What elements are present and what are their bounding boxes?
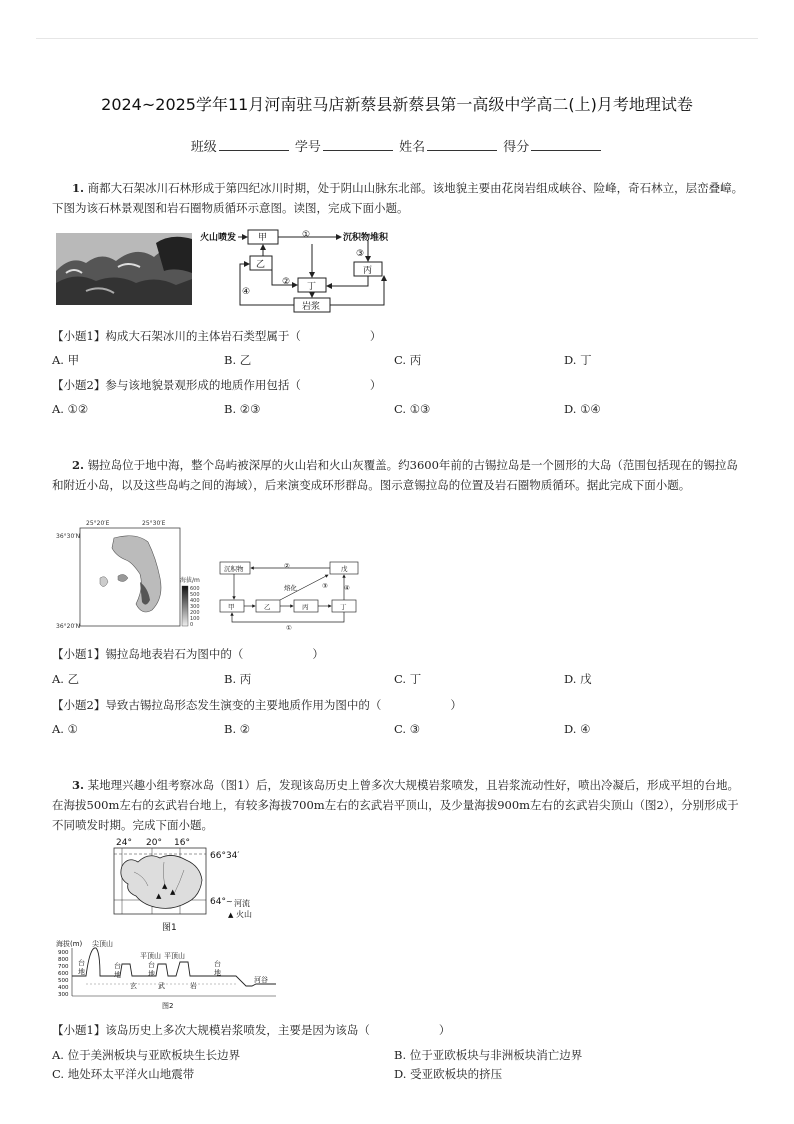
tick: 800 — [58, 957, 69, 963]
label-4: ④ — [344, 584, 350, 592]
question-1 — [52, 178, 748, 218]
id-label: 学号 — [294, 140, 321, 155]
option-a[interactable]: A. 甲 — [52, 353, 80, 367]
tai: 台 — [114, 962, 121, 970]
lat-label: 66°34′ — [210, 851, 240, 861]
option-a[interactable]: A. ① — [52, 722, 78, 736]
option-b[interactable]: B. ② — [224, 722, 251, 736]
label-3: ③ — [356, 249, 365, 259]
option-d[interactable]: D. ④ — [564, 722, 591, 736]
lat-label-1: 36°30′N — [56, 533, 81, 540]
student-info-fields — [0, 136, 794, 155]
di: 地 — [78, 968, 85, 976]
class-blank[interactable] — [219, 137, 289, 151]
label-2: ② — [282, 277, 291, 287]
question-3 — [52, 775, 748, 835]
question-2 — [52, 455, 748, 495]
tick: 600 — [58, 971, 69, 977]
option-b[interactable]: B. ②③ — [224, 402, 261, 416]
lon-label: 20° — [146, 838, 162, 848]
legend-volcano: 火山 — [236, 910, 252, 919]
node-ding: 丁 — [307, 282, 317, 292]
alt-tick: 300 — [190, 604, 200, 610]
option-b[interactable]: B. 乙 — [224, 353, 252, 367]
name-label: 姓名 — [399, 140, 426, 155]
id-blank[interactable] — [323, 137, 393, 151]
peak-label: 尖顶山 — [92, 940, 113, 948]
option-c[interactable]: C. 丙 — [394, 353, 422, 367]
svg-text:▲: ▲ — [156, 892, 162, 900]
node-magma: 岩浆 — [302, 302, 321, 312]
figure-caption: 图2 — [162, 1002, 174, 1010]
q2-sub1-stem: 【小题1】锡拉岛地表岩石为图中的（ ） — [52, 647, 324, 661]
volcano-eruption-label: 火山喷发 — [200, 233, 237, 243]
di: 地 — [114, 971, 121, 979]
tick: 500 — [58, 978, 69, 984]
label-2: ② — [284, 562, 290, 570]
name-blank[interactable] — [427, 137, 497, 151]
q2-sub2-stem: 【小题2】导致古锡拉岛形态发生演变的主要地质作用为图中的（ ） — [52, 698, 462, 712]
profile-fig2 — [56, 938, 296, 1012]
lon-label: 24° — [116, 838, 132, 848]
option-d[interactable]: D. ①④ — [564, 402, 601, 416]
option-a[interactable]: A. 位于美洲板块与亚欧板块生长边界 — [52, 1048, 241, 1062]
option-c[interactable]: C. ③ — [394, 722, 421, 736]
svg-text:~: ~ — [226, 897, 233, 906]
di: 地 — [214, 969, 221, 977]
score-label: 得分 — [503, 140, 530, 155]
option-b[interactable]: B. 丙 — [224, 672, 252, 686]
stone-forest-photo — [56, 233, 192, 305]
node-yi: 乙 — [256, 260, 266, 270]
lon-label-2: 25°30′E — [142, 520, 166, 527]
santorini-map — [56, 518, 212, 634]
node-bing: 丙 — [363, 266, 373, 276]
valley-label: 河谷 — [254, 976, 268, 984]
di: 地 — [148, 970, 155, 978]
label-1: ① — [286, 624, 292, 632]
question-text: 某地理兴趣小组考察冰岛（图1）后，发现该岛历史上曾多次大规模岩浆喷发，且岩浆流动性好，喷出冷凝后，形成平坦的台地。在海拔500m左右的玄武岩台地上，有较多海拔700m左右的玄武岩平顶山，及少量海拔900m左右的玄武岩尖顶山（图2），分别形成于不同喷发时期。完成下面小题。 — [52, 778, 739, 832]
flat-top-label: 平顶山 — [164, 952, 185, 960]
label-3: ③ — [322, 582, 328, 590]
label-4: ④ — [242, 287, 251, 297]
lat-label-2: 36°20′N — [56, 623, 81, 630]
score-blank[interactable] — [531, 137, 601, 151]
alt-tick: 0 — [190, 622, 194, 628]
option-a[interactable]: A. 乙 — [52, 672, 80, 686]
question-number: 1. — [72, 181, 85, 195]
option-d[interactable]: D. 丁 — [564, 353, 592, 367]
flat-top-label: 平顶山 — [140, 952, 161, 960]
node-bing: 丙 — [302, 603, 309, 611]
question-text: 锡拉岛位于地中海，整个岛屿被深厚的火山岩和火山灰覆盖。约3600年前的古锡拉岛是一个圆形的大岛（范围包括现在的锡拉岛和附近小岛，以及这些岛屿之间的海域），后来演变成环形群岛。图示意锡拉岛的位置及岩石圈物质循环。据此完成下面小题。 — [52, 458, 738, 492]
basalt-char: 武 — [158, 982, 165, 990]
alt-tick: 100 — [190, 616, 200, 622]
option-c[interactable]: C. 地处环太平洋火山地震带 — [52, 1067, 195, 1081]
question-text: 商都大石架冰川石林形成于第四纪冰川时期，处于阴山山脉东北部。该地貌主要由花岗岩组成峡谷、险峰，奇石林立，层峦叠嶂。下图为该石林景观图和岩石圈物质循环示意图。读图，完成下面小题。 — [52, 181, 744, 215]
option-a[interactable]: A. ①② — [52, 402, 89, 416]
option-b[interactable]: B. 位于亚欧板块与非洲板块消亡边界 — [394, 1048, 583, 1062]
tick: 900 — [58, 950, 69, 956]
top-divider — [36, 38, 758, 39]
q1-sub1-stem: 【小题1】构成大石架冰川的主体岩石类型属于（ ） — [52, 329, 382, 343]
lon-label-1: 25°20′E — [86, 520, 110, 527]
svg-text:▲: ▲ — [228, 911, 234, 919]
alt-tick: 400 — [190, 598, 200, 604]
node-wu: 戊 — [341, 565, 348, 573]
basalt-char: 玄 — [130, 982, 137, 990]
alt-tick: 600 — [190, 586, 200, 592]
tai: 台 — [78, 959, 85, 967]
tai: 台 — [214, 960, 221, 968]
figure-caption: 图1 — [162, 923, 177, 932]
y-axis-label: 海拔(m) — [56, 940, 83, 948]
tick: 300 — [58, 992, 69, 998]
node-jia: 甲 — [228, 603, 235, 611]
node-ding: 丁 — [340, 603, 347, 611]
lat-label: 64° — [210, 897, 226, 907]
basalt-char: 岩 — [190, 982, 197, 990]
alt-tick: 200 — [190, 610, 200, 616]
alt-tick: 500 — [190, 592, 200, 598]
class-label: 班级 — [190, 140, 217, 155]
node-jia: 甲 — [258, 233, 268, 243]
svg-text:▲: ▲ — [162, 882, 168, 890]
rock-cycle-diagram-2 — [218, 558, 364, 632]
tick: 400 — [58, 985, 69, 991]
sediment-label: 沉积物堆积 — [343, 233, 389, 243]
lon-label: 16° — [174, 838, 190, 848]
option-d[interactable]: D. 受亚欧板块的挤压 — [394, 1067, 503, 1081]
option-d[interactable]: D. 戊 — [564, 672, 592, 686]
iceland-map-fig1 — [104, 836, 274, 932]
page-title: 2024~2025学年11月河南驻马店新蔡县新蔡县第一高级中学高二(上)月考地理试卷 — [101, 95, 693, 114]
legend-river: 河流 — [234, 899, 250, 908]
q3-sub1-stem: 【小题1】该岛历史上多次大规模岩浆喷发，主要是因为该岛（ ） — [52, 1023, 451, 1037]
option-c[interactable]: C. 丁 — [394, 672, 422, 686]
svg-text:▲: ▲ — [170, 888, 176, 896]
label-1: ① — [302, 230, 311, 240]
node-sediment: 沉积物 — [224, 565, 244, 573]
node-yi: 乙 — [264, 603, 271, 611]
tai: 台 — [148, 961, 155, 969]
question-number: 2. — [72, 458, 85, 472]
altitude-legend-title: 海拔/m — [180, 577, 200, 584]
option-c[interactable]: C. ①③ — [394, 402, 431, 416]
question-number: 3. — [72, 778, 85, 792]
tick: 700 — [58, 964, 69, 970]
rock-cycle-diagram-1 — [198, 226, 408, 316]
melt-label: 熔化 — [284, 584, 297, 592]
q1-sub2-stem: 【小题2】参与该地貌景观形成的地质作用包括（ ） — [52, 378, 382, 392]
